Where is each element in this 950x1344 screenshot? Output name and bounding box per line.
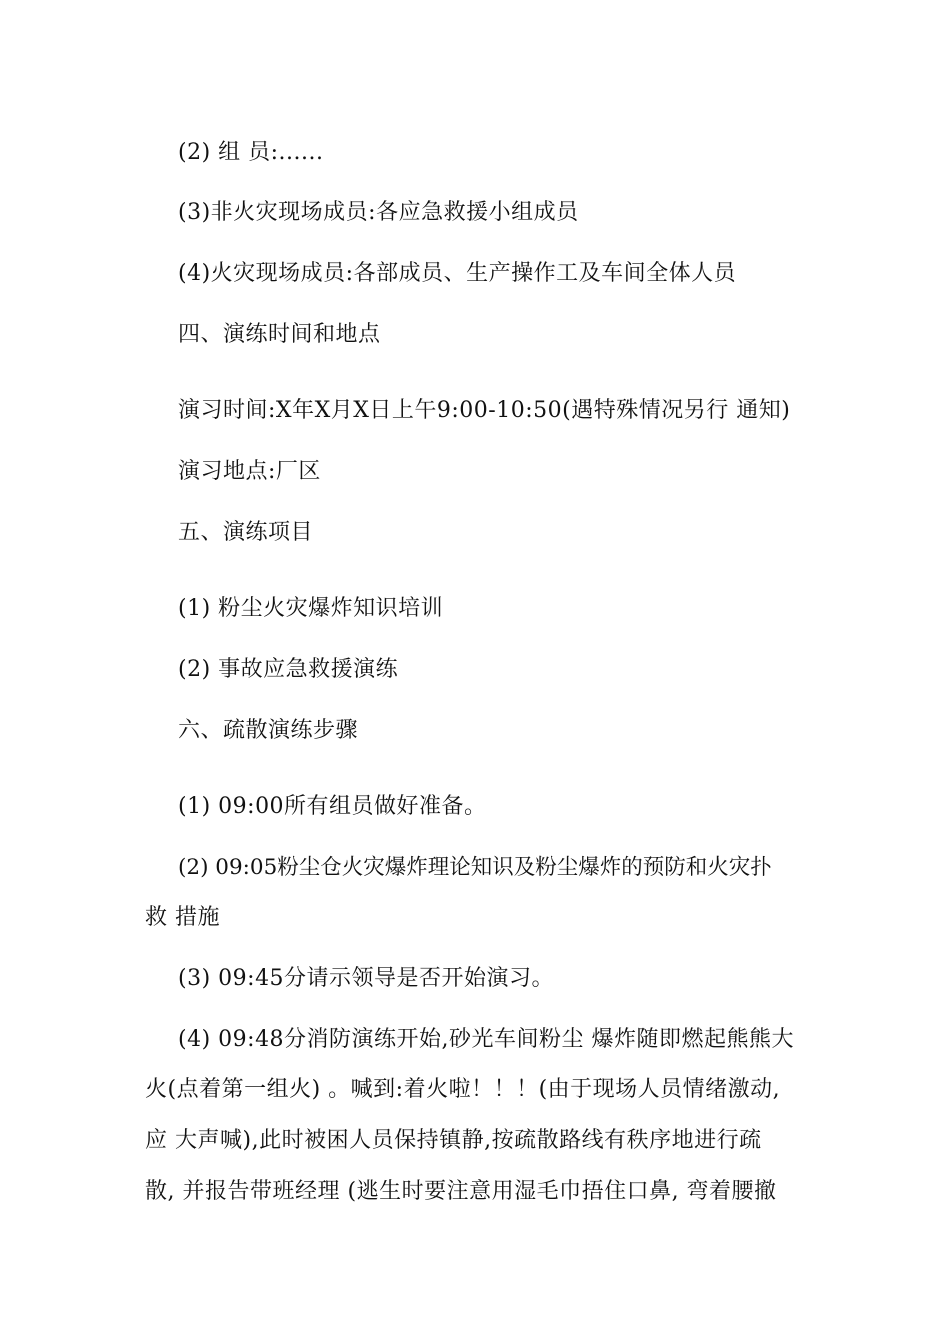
step-4-continuation-3: 散, 并报告带班经理 (逃生时要注意用湿毛巾捂住口鼻, 弯着腰撤	[145, 1179, 777, 1204]
non-fire-members-line: (3)非火灾现场成员:各应急救援小组成员	[178, 200, 579, 225]
step-2: (2) 09:05粉尘仓火灾爆炸理论知识及粉尘爆炸的预防和火灾扑	[178, 855, 772, 880]
drill-location-line: 演习地点:厂区	[178, 459, 321, 484]
section-heading-evacuation-steps: 六、疏散演练步骤	[178, 718, 359, 743]
step-1: (1) 09:00所有组员做好准备。	[178, 794, 487, 819]
drill-item-1: (1) 粉尘火灾爆炸知识培训	[178, 596, 444, 621]
section-heading-time-place: 四、演练时间和地点	[178, 322, 381, 347]
step-4: (4) 09:48分消防演练开始,砂光车间粉尘 爆炸随即燃起熊熊大	[178, 1027, 795, 1052]
drill-item-2: (2) 事故应急救援演练	[178, 657, 399, 682]
step-3: (3) 09:45分请示领导是否开始演习。	[178, 966, 555, 991]
drill-time-line: 演习时间:X年X月X日上午9:00-10:50(遇特殊情况另行 通知)	[178, 398, 791, 423]
step-4-continuation-1: 火(点着第一组火) 。喊到:着火啦！！！(由于现场人员情绪激动,	[145, 1077, 781, 1102]
fire-site-members-line: (4)火灾现场成员:各部成员、生产操作工及车间全体人员	[178, 261, 737, 286]
section-heading-drill-items: 五、演练项目	[178, 520, 314, 545]
member-line: (2) 组 员:......	[178, 140, 324, 165]
step-2-continuation: 救 措施	[145, 905, 220, 930]
step-4-continuation-2: 应 大声喊),此时被困人员保持镇静,按疏散路线有秩序地进行疏	[145, 1128, 762, 1153]
